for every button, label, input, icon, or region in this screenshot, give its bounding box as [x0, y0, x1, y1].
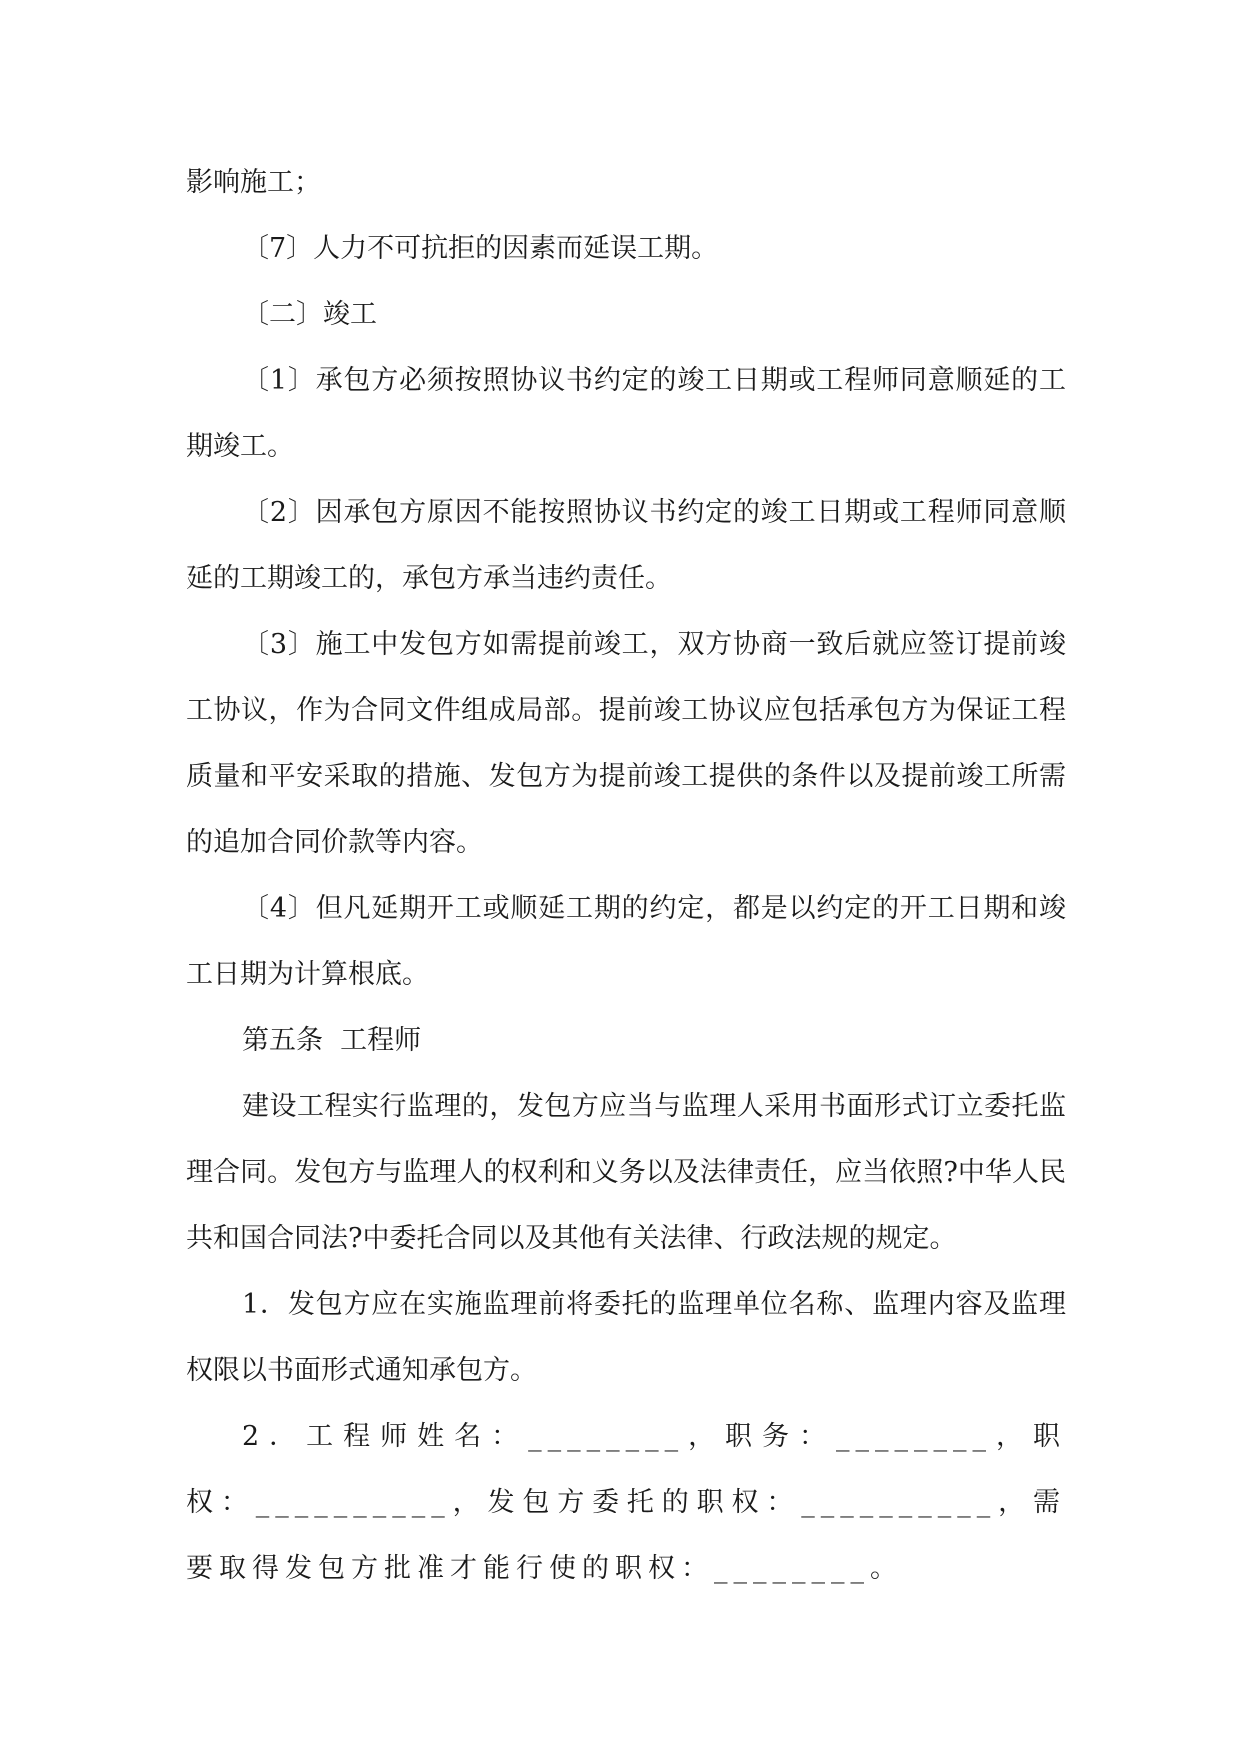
paragraph-continuation: 影响施工；: [186, 167, 321, 198]
paragraph-clause-2: 〔2〕因承包方原因不能按照协议书约定的竣工日期或工程师同意顺延的工期竣工的，承包方承当违约责任。: [186, 497, 1066, 594]
paragraph-item-2-engineer-form: 2．工程师姓名：________，职务：________，职权：__________，发包方委托的职权：__________，需要取得发包方批准才能行使的职权：________。: [186, 1421, 1066, 1584]
paragraph-clause-1: 〔1〕承包方必须按照协议书约定的竣工日期或工程师同意顺延的工期竣工。: [186, 365, 1066, 462]
article-heading-engineer: 第五条 工程师: [242, 1025, 422, 1056]
paragraph-clause-3: 〔3〕施工中发包方如需提前竣工，双方协商一致后就应签订提前竣工协议，作为合同文件组成局部。提前竣工协议应包括承包方为保证工程质量和平安采取的措施、发包方为提前竣工提供的条件以及提前竣工所需的追加合同价款等内容。: [186, 629, 1066, 858]
paragraph-clause-7: 〔7〕人力不可抗拒的因素而延误工期。: [242, 233, 719, 264]
paragraph-clause-4: 〔4〕但凡延期开工或顺延工期的约定，都是以约定的开工日期和竣工日期为计算根底。: [186, 893, 1066, 990]
section-heading-completion: 〔二〕竣工: [242, 299, 377, 330]
document-body: [186, 150, 1066, 1602]
paragraph-supervision: 建设工程实行监理的，发包方应当与监理人采用书面形式订立委托监理合同。发包方与监理人的权利和义务以及法律责任，应当依照?中华人民共和国合同法?中委托合同以及其他有关法律、行政法规的规定。: [186, 1091, 1066, 1254]
paragraph-item-1: 1．发包方应在实施监理前将委托的监理单位名称、监理内容及监理权限以书面形式通知承包方。: [186, 1289, 1066, 1386]
